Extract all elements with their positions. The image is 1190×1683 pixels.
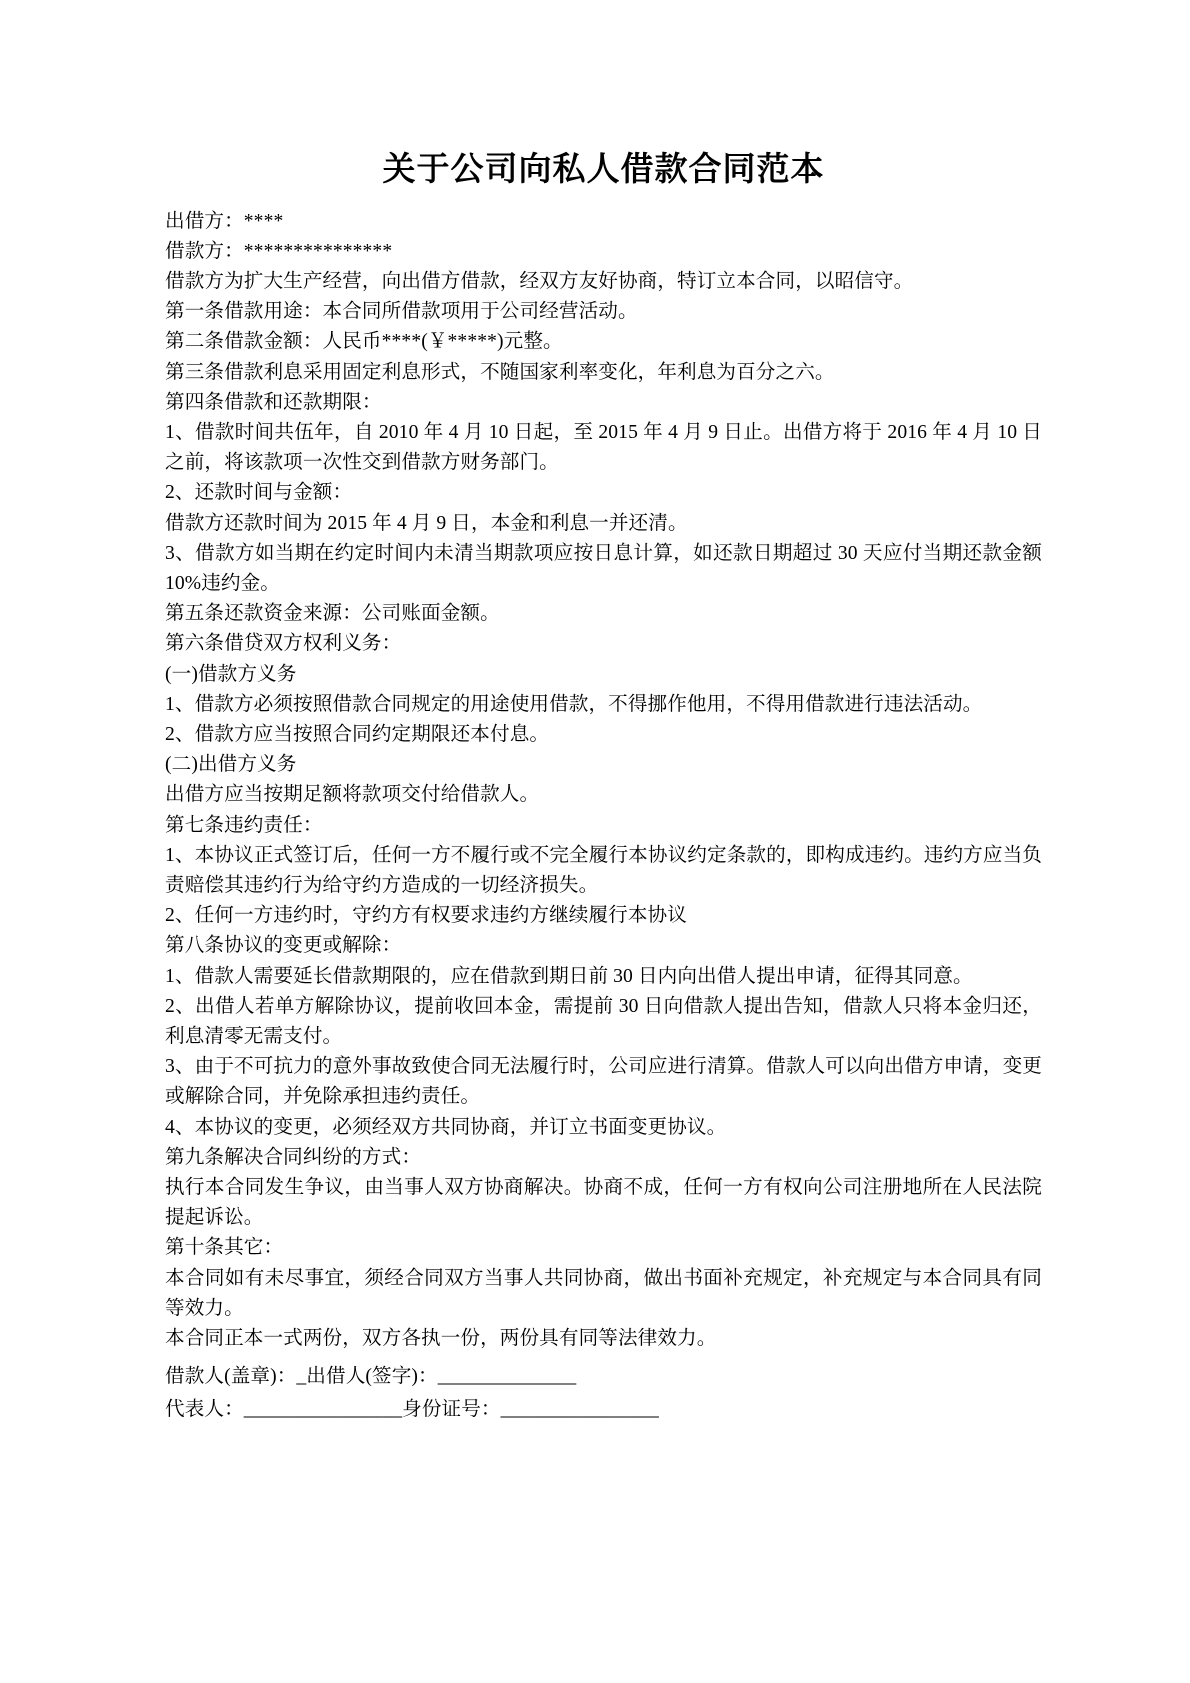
clause-8-item-2: 2、出借人若单方解除协议，提前收回本金，需提前 30 日向借款人提出告知，借款人只将本金归还，利息清零无需支付。	[165, 995, 1042, 1048]
clause-8-item-4: 4、本协议的变更，必须经双方共同协商，并订立书面变更协议。	[165, 1116, 727, 1138]
clause-6-sub-a-item-2: 2、借款方应当按照合同约定期限还本付息。	[165, 724, 550, 745]
clause-8-item-1: 1、借款人需要延长借款期限的，应在借款到期日前 30 日内向出借人提出申请，征得其同意。	[165, 965, 973, 987]
document-body	[165, 207, 1042, 1355]
clause-6-heading: 第六条借贷双方权利义务：	[165, 633, 402, 655]
signature-line-representative-id: 代表人：________________身份证号：________________	[165, 1399, 659, 1421]
clause-7-heading: 第七条违约责任：	[165, 814, 323, 836]
clause-4-item-1: 1、借款时间共伍年，自 2010 年 4 月 10 日起，至 2015 年 4 月 9 日止。出借方将于 2016 年 4 月 10 日之前，将该款项一次性交到借款方财务部门。	[165, 421, 1042, 474]
clause-10-copies: 本合同正本一式两份，双方各执一份，两份具有同等法律效力。	[165, 1328, 717, 1350]
clause-7-item-1: 1、本协议正式签订后，任何一方不履行或不完全履行本协议约定条款的，即构成违约。违约方应当负责赔偿其违约行为给守约方造成的一切经济损失。	[165, 844, 1042, 897]
clause-6-sub-b-detail: 出借方应当按期足额将款项交付给借款人。	[165, 784, 540, 806]
paragraph-lender: 出借方：****	[165, 210, 284, 232]
page-title: 关于公司向私人借款合同范本	[382, 152, 825, 188]
clause-9-detail: 执行本合同发生争议，由当事人双方协商解决。协商不成，任何一方有权向公司注册地所在人民法院提起诉讼。	[165, 1177, 1042, 1229]
clause-10-detail: 本合同如有未尽事宜，须经合同双方当事人共同协商，做出书面补充规定，补充规定与本合同具有同等效力。	[165, 1267, 1042, 1319]
clause-7-item-2: 2、任何一方违约时，守约方有权要求违约方继续履行本协议	[165, 905, 687, 927]
clause-6-sub-a-item-1: 1、借款方必须按照借款合同规定的用途使用借款，不得挪作他用，不得用借款进行违法活动。	[165, 693, 983, 715]
paragraph-preamble: 借款方为扩大生产经营，向出借方借款，经双方友好协商，特订立本合同，以昭信守。	[165, 270, 914, 292]
clause-6-sub-a-heading: (一)借款方义务	[165, 663, 297, 685]
paragraph-borrower: 借款方：***************	[165, 240, 393, 262]
clause-6-sub-b-heading: (二)出借方义务	[165, 754, 297, 776]
signature-line-borrower-lender: 借款人(盖章)：_出借人(签字)：______________	[165, 1366, 577, 1388]
clause-10-heading: 第十条其它：	[165, 1237, 284, 1259]
clause-8-heading: 第八条协议的变更或解除：	[165, 935, 402, 957]
clause-3-interest: 第三条借款利息采用固定利息形式，不随国家利率变化，年利息为百分之六。	[165, 361, 835, 383]
signature-block	[165, 1360, 1042, 1426]
clause-9-heading: 第九条解决合同纠纷的方式：	[165, 1146, 422, 1168]
clause-4-item-2-heading: 2、还款时间与金额：	[165, 482, 353, 504]
clause-1-purpose: 第一条借款用途：本合同所借款项用于公司经营活动。	[165, 301, 638, 323]
clause-8-item-3: 3、由于不可抗力的意外事故致使合同无法履行时，公司应进行清算。借款人可以向出借方申请，变更或解除合同，并免除承担违约责任。	[165, 1056, 1042, 1108]
clause-4-item-3: 3、借款方如当期在约定时间内未清当期款项应按日息计算，如还款日期超过 30 天应付当期还款金额 10%违约金。	[165, 542, 1042, 594]
clause-4-item-2-detail: 借款方还款时间为 2015 年 4 月 9 日，本金和利息一并还清。	[165, 512, 688, 534]
clause-5-funds-source: 第五条还款资金来源：公司账面金额。	[165, 603, 500, 625]
clause-4-heading: 第四条借款和还款期限：	[165, 391, 382, 413]
clause-2-amount: 第二条借款金额：人民币****(￥*****)元整。	[165, 331, 563, 353]
